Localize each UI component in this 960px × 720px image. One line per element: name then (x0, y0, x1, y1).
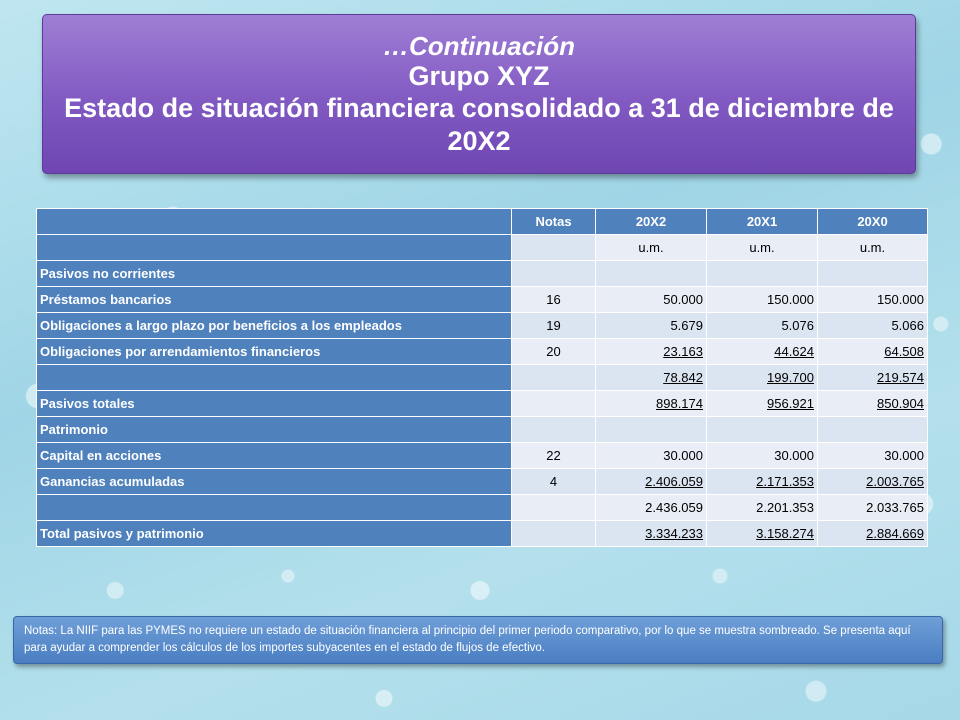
header-cell-20x2: 20X2 (596, 209, 707, 235)
table-row (37, 261, 928, 287)
row-value-20x2: u.m. (596, 235, 707, 261)
table-header-row (37, 209, 928, 235)
row-value-20x1: 199.700 (707, 365, 818, 391)
header-cell-20x0: 20X0 (818, 209, 928, 235)
row-label (37, 495, 512, 521)
row-value-20x0: 219.574 (818, 365, 928, 391)
row-note (512, 495, 596, 521)
row-value-20x1: u.m. (707, 235, 818, 261)
row-value-20x0: 2.033.765 (818, 495, 928, 521)
table-row (37, 443, 928, 469)
row-label: Total pasivos y patrimonio (37, 521, 512, 547)
row-note (512, 521, 596, 547)
row-value-20x1: 956.921 (707, 391, 818, 417)
table-row (37, 495, 928, 521)
row-value-20x1: 2.201.353 (707, 495, 818, 521)
row-label: Pasivos totales (37, 391, 512, 417)
row-value-20x2 (596, 261, 707, 287)
row-label: Obligaciones por arrendamientos financieros (37, 339, 512, 365)
row-label: Capital en acciones (37, 443, 512, 469)
financial-position-table (36, 208, 928, 547)
row-note: 19 (512, 313, 596, 339)
row-value-20x2: 78.842 (596, 365, 707, 391)
title-group: Grupo XYZ (408, 60, 550, 91)
row-label: Patrimonio (37, 417, 512, 443)
table-row (37, 521, 928, 547)
table-row (37, 365, 928, 391)
row-label: Ganancias acumuladas (37, 469, 512, 495)
title-banner (42, 14, 916, 174)
row-value-20x2: 5.679 (596, 313, 707, 339)
row-label: Obligaciones a largo plazo por beneficios a los empleados (37, 313, 512, 339)
row-note: 20 (512, 339, 596, 365)
row-note (512, 391, 596, 417)
row-value-20x1: 150.000 (707, 287, 818, 313)
footnote-text: Notas: La NIIF para las PYMES no requiere un estado de situación financiera al principio del primer periodo comparativo, por lo que se muestra sombreado. Se presenta aquí para ayudar a comprender los cálculos de los importes subyacentes en el estado de flujos de efectivo. (24, 625, 911, 654)
row-value-20x1: 44.624 (707, 339, 818, 365)
row-value-20x0: 64.508 (818, 339, 928, 365)
title-continuation: …Continuación (382, 30, 576, 61)
table-row (37, 469, 928, 495)
row-label: Pasivos no corrientes (37, 261, 512, 287)
row-value-20x0: 850.904 (818, 391, 928, 417)
row-value-20x1 (707, 417, 818, 443)
row-label (37, 235, 512, 261)
row-value-20x2: 2.406.059 (596, 469, 707, 495)
row-value-20x2: 50.000 (596, 287, 707, 313)
row-value-20x1: 3.158.274 (707, 521, 818, 547)
row-value-20x2: 3.334.233 (596, 521, 707, 547)
row-value-20x0 (818, 417, 928, 443)
row-note (512, 235, 596, 261)
row-label: Préstamos bancarios (37, 287, 512, 313)
row-note: 4 (512, 469, 596, 495)
row-value-20x1: 30.000 (707, 443, 818, 469)
table-row (37, 235, 928, 261)
header-cell-label (37, 209, 512, 235)
row-note (512, 417, 596, 443)
table-row (37, 417, 928, 443)
row-value-20x0 (818, 261, 928, 287)
row-value-20x0: 30.000 (818, 443, 928, 469)
table-row (37, 313, 928, 339)
row-value-20x2: 898.174 (596, 391, 707, 417)
row-value-20x2: 30.000 (596, 443, 707, 469)
row-value-20x0: 2.884.669 (818, 521, 928, 547)
row-note (512, 365, 596, 391)
row-value-20x0: 150.000 (818, 287, 928, 313)
row-value-20x1: 2.171.353 (707, 469, 818, 495)
row-note: 22 (512, 443, 596, 469)
row-value-20x1: 5.076 (707, 313, 818, 339)
row-value-20x2: 23.163 (596, 339, 707, 365)
row-value-20x2 (596, 417, 707, 443)
row-value-20x0: u.m. (818, 235, 928, 261)
title-statement: Estado de situación financiera consolidado a 31 de diciembre de 20X2 (64, 92, 894, 156)
row-value-20x2: 2.436.059 (596, 495, 707, 521)
table-row (37, 391, 928, 417)
row-value-20x0: 5.066 (818, 313, 928, 339)
header-cell-notas: Notas (512, 209, 596, 235)
row-note: 16 (512, 287, 596, 313)
header-cell-20x1: 20X1 (707, 209, 818, 235)
row-label (37, 365, 512, 391)
row-value-20x1 (707, 261, 818, 287)
row-value-20x0: 2.003.765 (818, 469, 928, 495)
row-note (512, 261, 596, 287)
table-row (37, 339, 928, 365)
footnote-box (13, 616, 943, 664)
table-row (37, 287, 928, 313)
